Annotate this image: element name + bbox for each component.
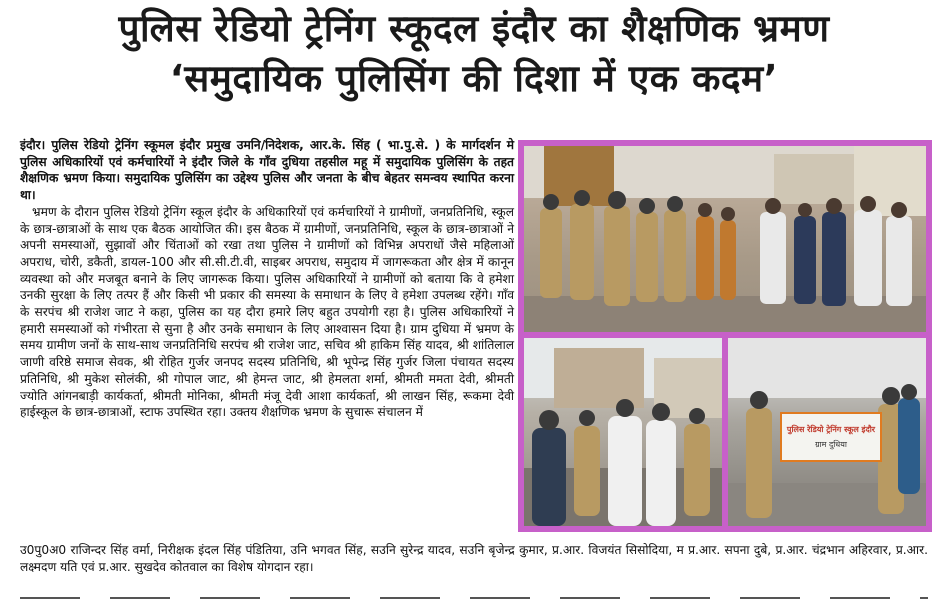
street-gathering-illustration [524, 338, 722, 526]
rally-banner-line-2: ग्राम दुधिया [815, 440, 847, 449]
headline-line-1: पुलिस रेडियो ट्रेनिंग स्कूदल इंदौर का शैक्षणिक भ्रमण [118, 7, 830, 50]
group-photo [524, 146, 926, 332]
group-photo-illustration [524, 146, 926, 332]
banner-rally-photo [728, 338, 926, 526]
street-gathering-photo [524, 338, 722, 526]
article-column [20, 137, 514, 421]
next-article-cut-text [20, 593, 928, 600]
article-lead-paragraph: इंदौर। पुलिस रेडियो ट्रेनिंग स्कूमल इंदौर प्रमुख उमनि/निदेशक, आर.के. सिंह ( भा.पु.से. ) के मार्गदर्शन मे पुलिस अधिकारियों एवं कर्मचारियों ने इंदौर जिले के गाँव दुधिया तहसील महू में समुदायिक पुलिसिंग के तहत शैक्षणिक भ्रमण किया। समुदायिक पुलिसिंग का उद्देश्य पुलिस और जनता के बीच बेहतर समन्वय स्थापित करना था। [20, 138, 514, 203]
rally-banner [780, 412, 882, 462]
article-body-paragraph: भ्रमण के दौरान पुलिस रेडियो ट्रेनिंग स्कूल इंदौर के अधिकारियों एवं कर्मचारियों ने ग्रामीणों, जनप्रतिनिधि, स्कूल के छात्र-छात्राओं के साथ एक बैठक आयोजित की। इस बैठक में ग्रामीणों, जनप्रतिनिधि, स्कूल के छात्र-छात्राओं ने अपनी समस्याओं, सुझावों और चिंताओं को रखा तथा पुलिस ने ग्रामीणों को विभिन्न अपराधों जैसे महिलाओं अपराध, चोरी, डकैती, डायल-100 और सी.सी.टी.वी, साइबर अपराध, समुदाय में जागरूकता और क्षेत्र में कानून व्यवस्था को और मजबूत बनाने के लिए जागरूक किया। पुलिस अधिकारियों ने ग्रामीणों को बताया कि वे हमेशा उनकी सुरक्षा के लिए तत्पर हैं और किसी भी प्रकार की समस्या के समाधान के लिए वे हमेशा उपलब्ध रहेंगे। गाँव के सरपंच श्री राजेश जाट ने कहा, पुलिस का यह दौरा हमारे लिए बहुत उपयोगी रहा है। पुलिस अधिकारियों ने हमारी समस्याओं को गंभीरता से सुना है और उनके समाधान के लिए आश्वासन दिया है। ग्राम दुधिया में भ्रमण के समय ग्रामीण जनों के साथ-साथ जनप्रतिनिधि सरपंच श्री राजेश जाट, सचिव श्री हाकिम सिंह यादव, श्री शांतिलाल जाणी वरिष्ठे समाज सेवक, श्री रोहित गुर्जर जनपद सदस्य प्रतिनिधि, श्री भूपेन्द्र सिंह गुर्जर जिला पंचायत सदस्य प्रतिनिधि, श्री मुकेश सोलंकी, श्री गोपाल जाट, श्री हेमन्त जाट, श्री हेमलता शर्मा, श्रीमती ममता देवी, श्रीमती ज्योति आंगनबाड़ी कार्यकर्ता, श्रीमती मोनिका, श्रीमती मंजू देवी आशा कार्यकर्ता, श्री लाखन सिंह, रूकमा देवी हाईस्कूल के छात्र-छात्राओं, स्टाफ उपस्थित रहा। उक्तय शैक्षणिक भ्रमण के सुचारू संचालन में [20, 204, 514, 420]
rally-banner-line-1: पुलिस रेडियो ट्रेनिंग स्कूल इंदौर [786, 425, 876, 434]
photo-collage [518, 140, 932, 532]
headline-line-2: ‘समुदायिक पुलिसिंग की दिशा में एक कदम’ [169, 57, 779, 100]
article-closing-paragraph: उ0पु0अ0 राजिन्दर सिंह वर्मा, निरीक्षक इंदल सिंह पंडितिया, उनि भगवत सिंह, सउनि सुरेन्द्र यादव, सउनि बृजेन्द्र कुमार, प्र.आर. विजयंत सिसोदिया, म प्र.आर. सपना दुबे, प्र.आर. चंद्रभान अहिरवार, प्र.आर. लक्ष्मदण यति एवं प्र.आर. सुखदेव कोतवाल का विशेष योगदान रहा। [20, 543, 928, 574]
